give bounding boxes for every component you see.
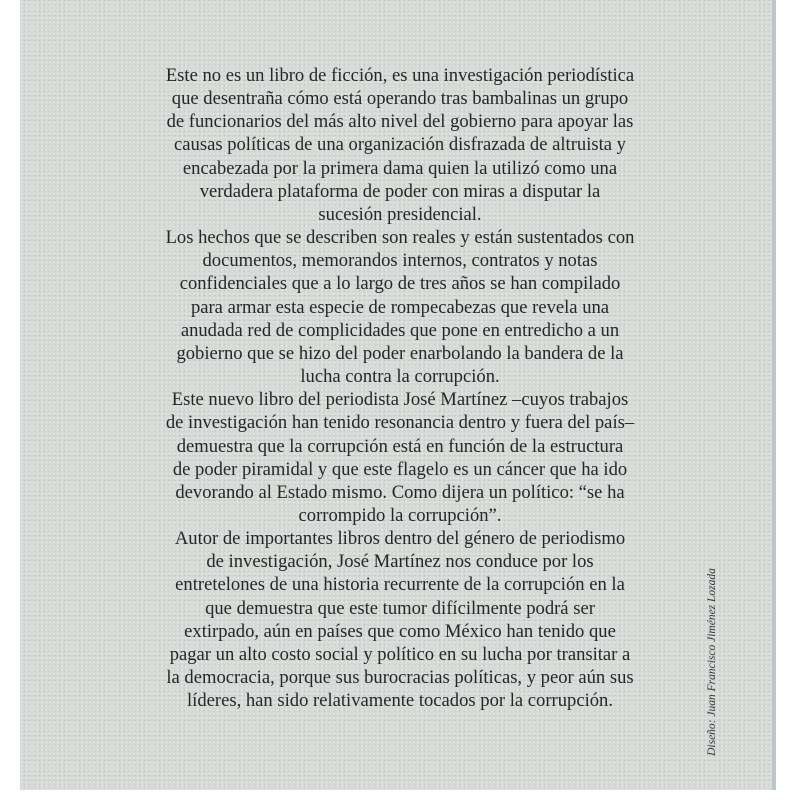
text-line: extirpado, aún en países que como México han tenido que — [184, 620, 616, 642]
text-line: entretelones de una historia recurrente de la corrupción en la — [175, 574, 625, 596]
text-line: sucesión presidencial. — [318, 203, 482, 225]
paragraph — [95, 226, 705, 388]
paragraph — [95, 388, 705, 527]
text-line: para armar esta especie de rompecabezas que revela una — [190, 296, 610, 318]
text-line: la democracia, porque sus burocracias políticas, y peor aún sus — [166, 667, 634, 689]
text-line: líderes, han sido relativamente tocados por la corrupción. — [187, 690, 613, 712]
text-line: verdadera plataforma de poder con miras a disputar la — [199, 180, 601, 202]
cover-edge — [772, 0, 776, 790]
text-line: confidenciales que a lo largo de tres años se han compilado — [179, 273, 621, 295]
text-line: Autor de importantes libros dentro del género de periodismo — [174, 528, 626, 550]
blurb-text — [95, 64, 705, 712]
text-line: gobierno que se hizo del poder enarbolando la bandera de la — [176, 342, 624, 364]
text-line: Los hechos que se describen son reales y están sustentados con — [165, 227, 635, 249]
text-line: de investigación, José Martínez nos conduce por los — [206, 551, 594, 573]
text-line: que demuestra que este tumor difícilmente podrá ser — [205, 597, 595, 619]
text-line: encabezada por la primera dama quien la utilizó como una — [182, 157, 618, 179]
text-line: Este no es un libro de ficción, es una investigación periodística — [165, 65, 635, 86]
text-line: anudada red de complicidades que pone en entredicho a un — [180, 319, 620, 341]
text-line: que desentraña cómo está operando tras bambalinas un grupo — [171, 88, 629, 110]
text-line: de poder piramidal y que este flagelo es un cáncer que ha ido — [172, 458, 628, 480]
text-line: devorando al Estado mismo. Como dijera un político: “se ha — [175, 481, 625, 503]
design-credit: Diseño: Juan Francisco Jiménez Lozada — [706, 568, 718, 756]
text-line: pagar un alto costo social y político en su lucha por transitar a — [169, 643, 631, 665]
text-line: demuestra que la corrupción está en función de la estructura — [176, 435, 624, 457]
text-line: de funcionarios del más alto nivel del gobierno para apoyar las — [166, 111, 634, 133]
text-line: corrompido la corrupción”. — [298, 504, 502, 526]
text-line: causas políticas de una organización disfrazada de altruista y — [174, 134, 626, 156]
text-line: documentos, memorandos internos, contratos y notas — [202, 250, 598, 272]
paragraph — [95, 527, 705, 712]
text-line: de investigación han tenido resonancia dentro y fuera del país– — [165, 412, 635, 434]
paragraph — [95, 64, 705, 226]
text-line: Este nuevo libro del periodista José Martínez –cuyos trabajos — [171, 389, 629, 411]
text-line: lucha contra la corrupción. — [300, 366, 500, 388]
